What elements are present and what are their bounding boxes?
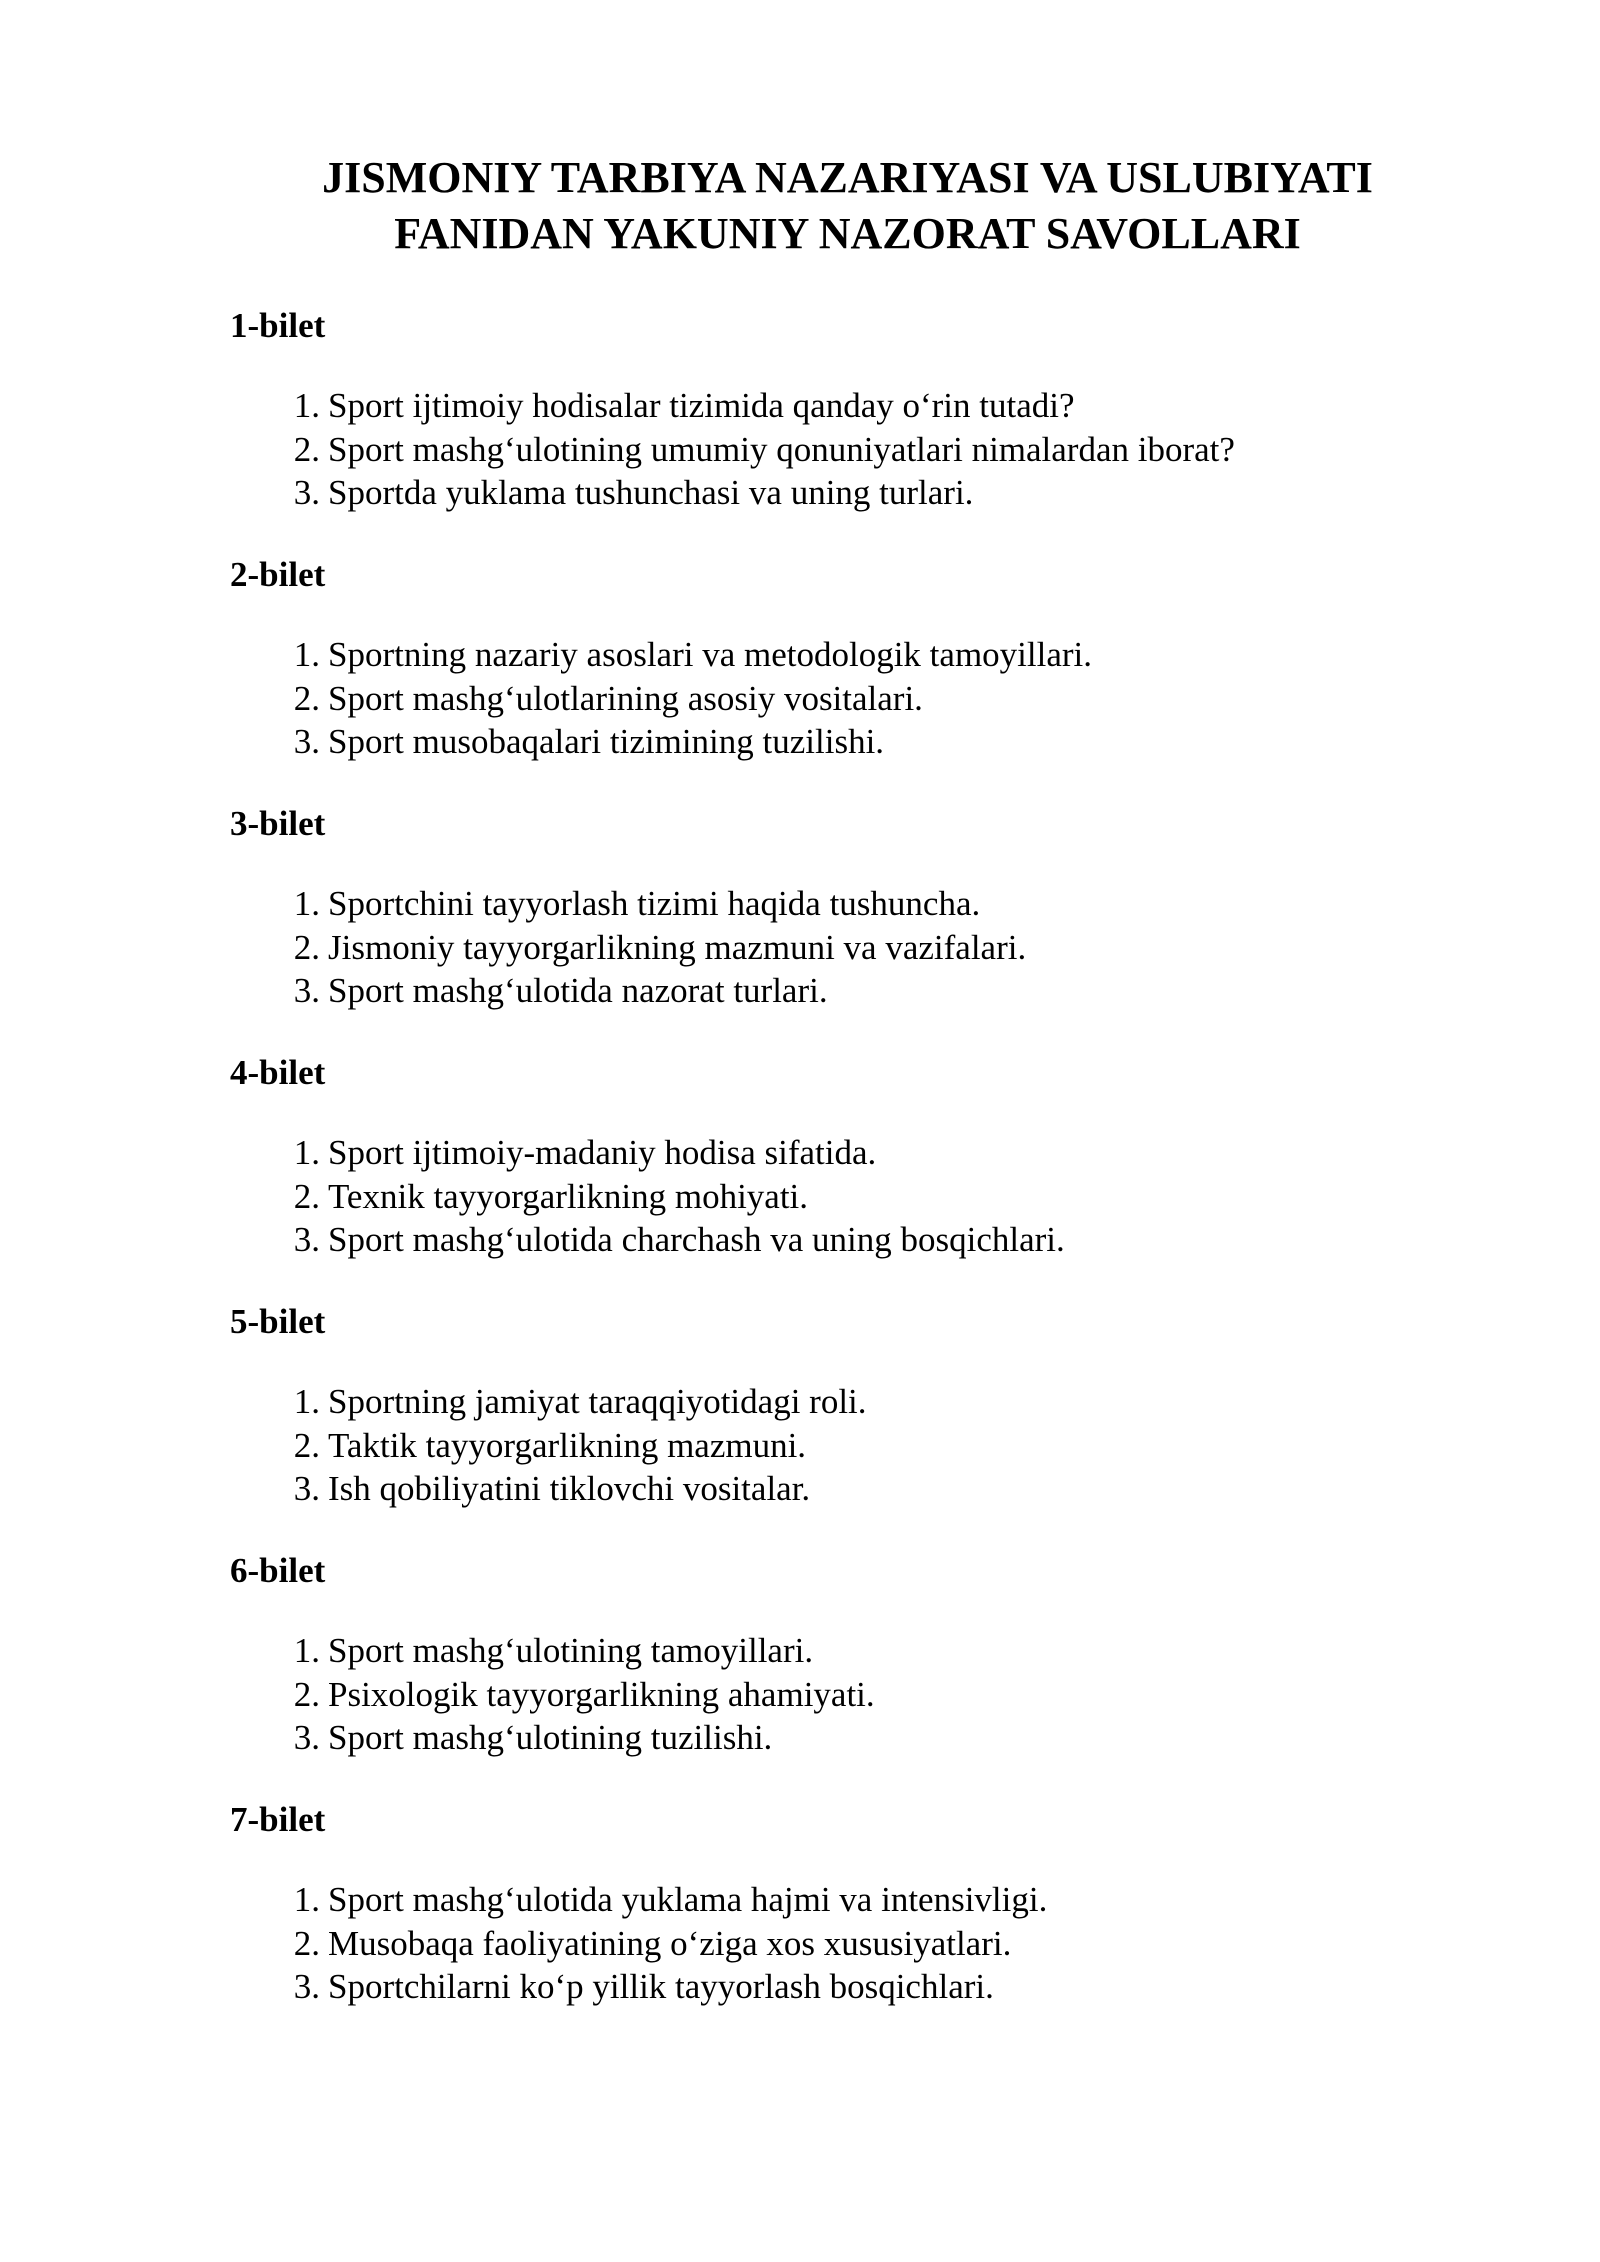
question-number: 2. [293, 678, 320, 718]
question-list [230, 1131, 1465, 1262]
question-item [230, 1467, 1465, 1511]
ticket-heading: 3-bilet [230, 804, 326, 843]
question-text: Sportchini tayyorlash tizimi haqida tushuncha. [328, 884, 981, 923]
ticket-heading: 5-bilet [230, 1302, 326, 1341]
question-number: 1. [293, 1631, 320, 1670]
question-number: 2. [293, 927, 320, 967]
question-number: 1. [293, 1880, 320, 1919]
question-text: Sport mashg‘ulotining tamoyillari. [328, 1631, 814, 1670]
question-text: Sport musobaqalari tizimining tuzilishi. [328, 722, 885, 761]
question-number: 3. [293, 722, 320, 761]
question-item [230, 882, 1465, 926]
question-number: 2. [293, 1176, 320, 1216]
question-number: 1. [293, 884, 320, 923]
question-list [230, 1380, 1465, 1511]
question-number: 2. [293, 1425, 320, 1465]
question-number: 3. [293, 1718, 320, 1757]
question-text: Sport mashg‘ulotlarining asosiy vositalari. [328, 678, 923, 718]
question-text: Sport ijtimoiy hodisalar tizimida qanday o‘rin tutadi? [328, 386, 1075, 425]
question-number: 1. [293, 1382, 320, 1421]
question-item [230, 720, 1465, 764]
question-number: 2. [293, 1923, 320, 1963]
question-item [230, 1878, 1465, 1922]
question-item [230, 384, 1465, 428]
question-text: Sport mashg‘ulotida yuklama hajmi va intensivligi. [328, 1880, 1048, 1919]
question-item [230, 633, 1465, 677]
question-number: 2. [293, 429, 320, 469]
question-text: Sport ijtimoiy-madaniy hodisa sifatida. [328, 1133, 877, 1172]
ticket-heading: 6-bilet [230, 1551, 326, 1590]
question-list [230, 882, 1465, 1013]
question-number: 3. [293, 971, 320, 1010]
question-number: 3. [293, 1967, 320, 2006]
question-number: 1. [293, 635, 320, 674]
question-item [230, 969, 1465, 1013]
question-item [230, 677, 1465, 721]
question-number: 3. [293, 1469, 320, 1508]
ticket-heading: 1-bilet [230, 306, 326, 345]
question-item [230, 1965, 1465, 2009]
question-text: Taktik tayyorgarlikning mazmuni. [328, 1425, 807, 1465]
question-item [230, 1175, 1465, 1219]
ticket-6 [230, 1551, 1465, 1760]
ticket-7 [230, 1800, 1465, 2009]
question-item [230, 1922, 1465, 1966]
question-item [230, 1673, 1465, 1717]
question-text: Sport mashg‘ulotining umumiy qonuniyatlari nimalardan iborat? [328, 429, 1235, 469]
question-item [230, 1629, 1465, 1673]
question-text: Texnik tayyorgarlikning mohiyati. [328, 1176, 809, 1216]
question-text: Sport mashg‘ulotining tuzilishi. [328, 1718, 773, 1757]
question-number: 3. [293, 1220, 320, 1259]
question-list [230, 384, 1465, 515]
question-item [230, 471, 1465, 515]
question-number: 1. [293, 1133, 320, 1172]
ticket-2 [230, 555, 1465, 764]
question-item [230, 1218, 1465, 1262]
question-item [230, 1424, 1465, 1468]
question-text: Sport mashg‘ulotida charchash va uning bosqichlari. [328, 1220, 1065, 1259]
page-title [230, 150, 1465, 262]
ticket-3 [230, 804, 1465, 1013]
question-text: Sportning nazariy asoslari va metodologik tamoyillari. [328, 635, 1093, 674]
question-list [230, 1629, 1465, 1760]
question-list [230, 1878, 1465, 2009]
title-line-2: FANIDAN YAKUNIY NAZORAT SAVOLLARI [394, 209, 1301, 258]
question-text: Sport mashg‘ulotida nazorat turlari. [328, 971, 828, 1010]
question-text: Sportda yuklama tushunchasi va uning turlari. [328, 473, 974, 512]
ticket-heading: 7-bilet [230, 1800, 326, 1839]
question-item [230, 1131, 1465, 1175]
question-number: 2. [293, 1674, 320, 1714]
question-item [230, 926, 1465, 970]
title-line-1: JISMONIY TARBIYA NAZARIYASI VA USLUBIYATI [322, 153, 1373, 202]
question-text: Jismoniy tayyorgarlikning mazmuni va vazifalari. [328, 927, 1027, 967]
question-text: Ish qobiliyatini tiklovchi vositalar. [328, 1469, 811, 1508]
question-text: Sportning jamiyat taraqqiyotidagi roli. [328, 1382, 867, 1421]
question-item [230, 1380, 1465, 1424]
ticket-heading: 4-bilet [230, 1053, 326, 1092]
question-text: Musobaqa faoliyatining o‘ziga xos xususiyatlari. [328, 1923, 1012, 1963]
ticket-5 [230, 1302, 1465, 1511]
ticket-heading: 2-bilet [230, 555, 326, 594]
question-number: 3. [293, 473, 320, 512]
question-item [230, 428, 1465, 472]
ticket-4 [230, 1053, 1465, 1262]
ticket-1 [230, 306, 1465, 515]
question-text: Psixologik tayyorgarlikning ahamiyati. [328, 1674, 875, 1714]
question-item [230, 1716, 1465, 1760]
question-text: Sportchilarni ko‘p yillik tayyorlash bosqichlari. [328, 1967, 994, 2006]
question-number: 1. [293, 386, 320, 425]
question-list [230, 633, 1465, 764]
